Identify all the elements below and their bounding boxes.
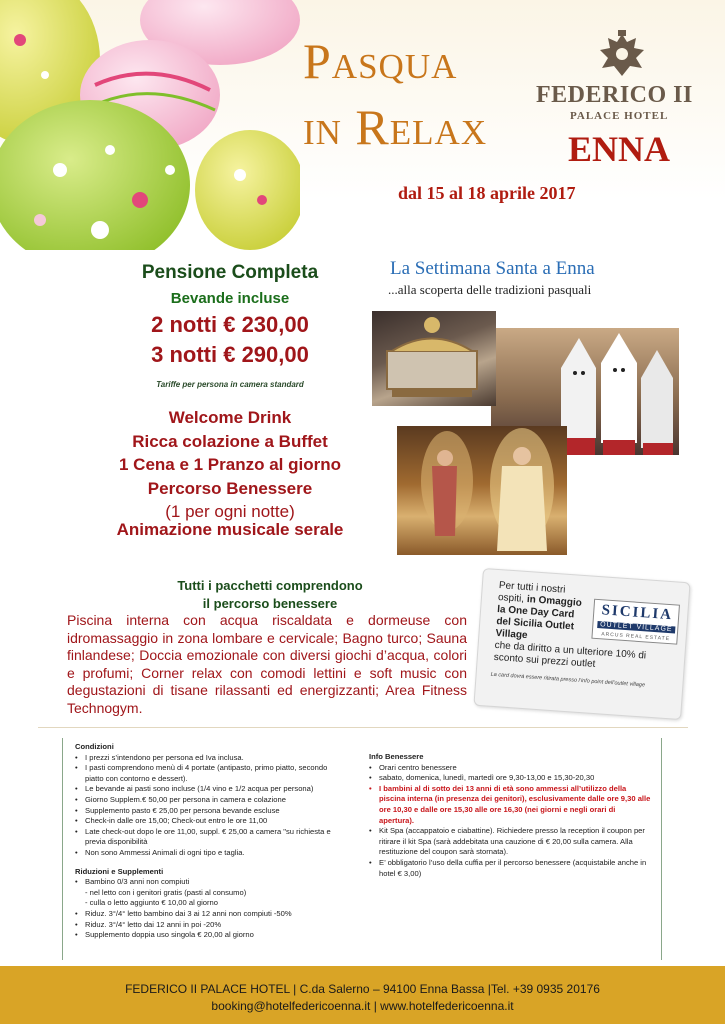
wellness-info-list [369,763,651,880]
pension-heading: Pensione Completa [141,262,319,283]
list-item: • Check-in dalle ore 15,00; Check-out entro le ore 11,00 [75,816,343,827]
list-item: • sabato, domenica, lunedì, martedì ore 9,30-13,00 e 15,30-20,30 [369,773,651,784]
wellness-info-title: Info Benessere [369,752,424,761]
event-dates: dal 15 al 18 aprile 2017 [398,183,576,203]
conditions-title: Condizioni [75,742,114,751]
header-banner [0,0,725,250]
footer-address: FEDERICO II PALACE HOTEL | C.da Salerno – 94100 Enna Bassa |Tel. +39 0935 20176 [125,982,600,996]
reductions-list [75,877,343,888]
holy-week-subtitle: ...alla scoperta delle tradizioni pasquali [388,282,592,297]
list-item: • Supplemento pasto € 25,00 per persona bevande escluse [75,806,343,817]
coupon-line-1: Per tutti i nostri [498,580,566,596]
conditions-box [62,738,662,960]
list-item: • Le bevande ai pasti sono incluse (1/4 vino e 1/2 acqua per persona) [75,784,343,795]
wellness-info-column [369,752,651,879]
conditions-list [75,753,343,859]
title-line-2: in Relax [303,99,488,155]
logo-tiny-text: ARCUS REAL ESTATE [601,631,671,643]
list-item-highlight: • I bambini al di sotto dei 13 anni di età sono ammessi all’utilizzo della piscina interna (in presenza dei genitori), esclusivamente dalle ore 9,30 alle ore 10,30 e dalle ore 15,30 alle ore 16,30 (nei giorni e negli orari di apertura). [369,784,651,826]
list-item: • Kit Spa (accappatoio e ciabattine). Richiedere presso la reception il coupon per ritirare il kit Spa (sarà addebitata una cauzione di € 20,00 sulla camera. Alla restituzione del coupon sarà stornata). [369,826,651,858]
logo-sub-text: OUTLET VILLAGE [597,621,675,633]
coupon-note: La card dovrà essere ritirata presso l’info point dell’outlet village [490,671,646,689]
hotel-crest-logo [594,28,650,82]
price-three-nights: 3 notti € 290,00 [151,342,309,367]
coupon-line-2-prefix: ospiti, [497,592,528,606]
title-line-1: Pasqua [303,33,458,89]
packages-heading-line-1: Tutti i pacchetti comprendono [177,578,363,593]
outlet-coupon-card [473,568,690,720]
list-item: • Riduz. 3°/4° letto bambino dai 3 ai 12 anni non compiuti -50% [75,909,343,920]
inclusion-item: (1 per ogni notte) [165,502,295,521]
packages-heading-line-2: il percorso benessere [202,596,338,611]
list-subitem: - nel letto con i genitori gratis (pasti al consumo) [85,887,247,897]
list-item: • Supplemento doppia uso singola € 20,00 al giorno [75,930,343,941]
hotel-subtitle: PALACE HOTEL [570,110,669,122]
list-subitem: - culla o letto aggiunto € 10,00 al giorno [85,898,218,908]
inclusion-item: Welcome Drink [168,408,292,427]
reductions-title: Riduzioni e Supplementi [75,866,164,876]
coupon-line-3: che da diritto a un ulteriore 10% di sconto sui prezzi outlet [493,639,647,670]
footer-contacts: booking@hotelfedericoenna.it | www.hotelfedericoenna.it [211,999,514,1013]
sicilia-outlet-logo [591,599,680,645]
inclusion-item: 1 Cena e 1 Pranzo al giorno [118,455,341,474]
list-item: • I prezzi s’intendono per persona ed Iva inclusa. [75,753,343,764]
list-item: • Non sono Ammessi Animali di ogni tipo e taglia. [75,848,343,859]
list-item: • Riduz. 3°/4° letto dai 12 anni in poi -20% [75,920,343,931]
sacred-urn-photo [372,311,496,406]
holy-statues-photo [397,426,567,555]
holy-week-title: La Settimana Santa a Enna [390,258,595,279]
hotel-name: FEDERICO II [536,82,693,108]
coupon-line-2-bold: in Omaggio la One Day Card del Sicilia Outlet Village [495,594,583,642]
coupon-line-2 [495,592,590,646]
price-two-nights: 2 notti € 230,00 [151,312,309,337]
easter-eggs-image [0,0,300,250]
footer [0,966,725,1024]
wellness-description: Piscina interna con acqua riscaldata e dormeuse con idromassaggio in zona lombare e cervicale; Bagno turco; Sauna finlandese; Doccia emozionale con diversi giochi d’acqua, colori e profumi; Corner relax con comodi lettini e soft music con degustazioni di tisane rilassanti ed energizzanti; Area Fitness Technogym. [67,612,467,716]
drinks-included: Bevande incluse [170,290,290,307]
rate-note: Tariffe per persona in camera standard [156,380,304,389]
inclusion-item: Percorso Benessere [147,479,313,498]
logo-main-text: SICILIA [601,602,674,624]
list-item: • I pasti comprendono menù di 4 portate (antipasto, primo piatto, secondo piatto con contorno e dessert). [75,763,343,784]
inclusion-item: Ricca colazione a Buffet [132,432,328,451]
list-item: • Bambino 0/3 anni non compiuti [75,877,343,888]
list-item: • Orari centro benessere [369,763,651,774]
reductions-list-more [75,909,343,941]
list-item: • E’ obbligatorio l’uso della cuffia per il percorso benessere (acquistabile anche in hotel € 3,00) [369,858,651,879]
section-divider [38,727,688,728]
list-item: • Late check-out dopo le ore 11,00, suppl. € 25,00 a camera "su richiesta e previa disponibilità [75,827,343,848]
list-item: • Giorno Supplem.€ 50,00 per persona in camera e colazione [75,795,343,806]
inclusion-item: Animazione musicale serale [116,520,344,539]
hotel-city: ENNA [568,129,671,169]
conditions-column [75,742,343,941]
